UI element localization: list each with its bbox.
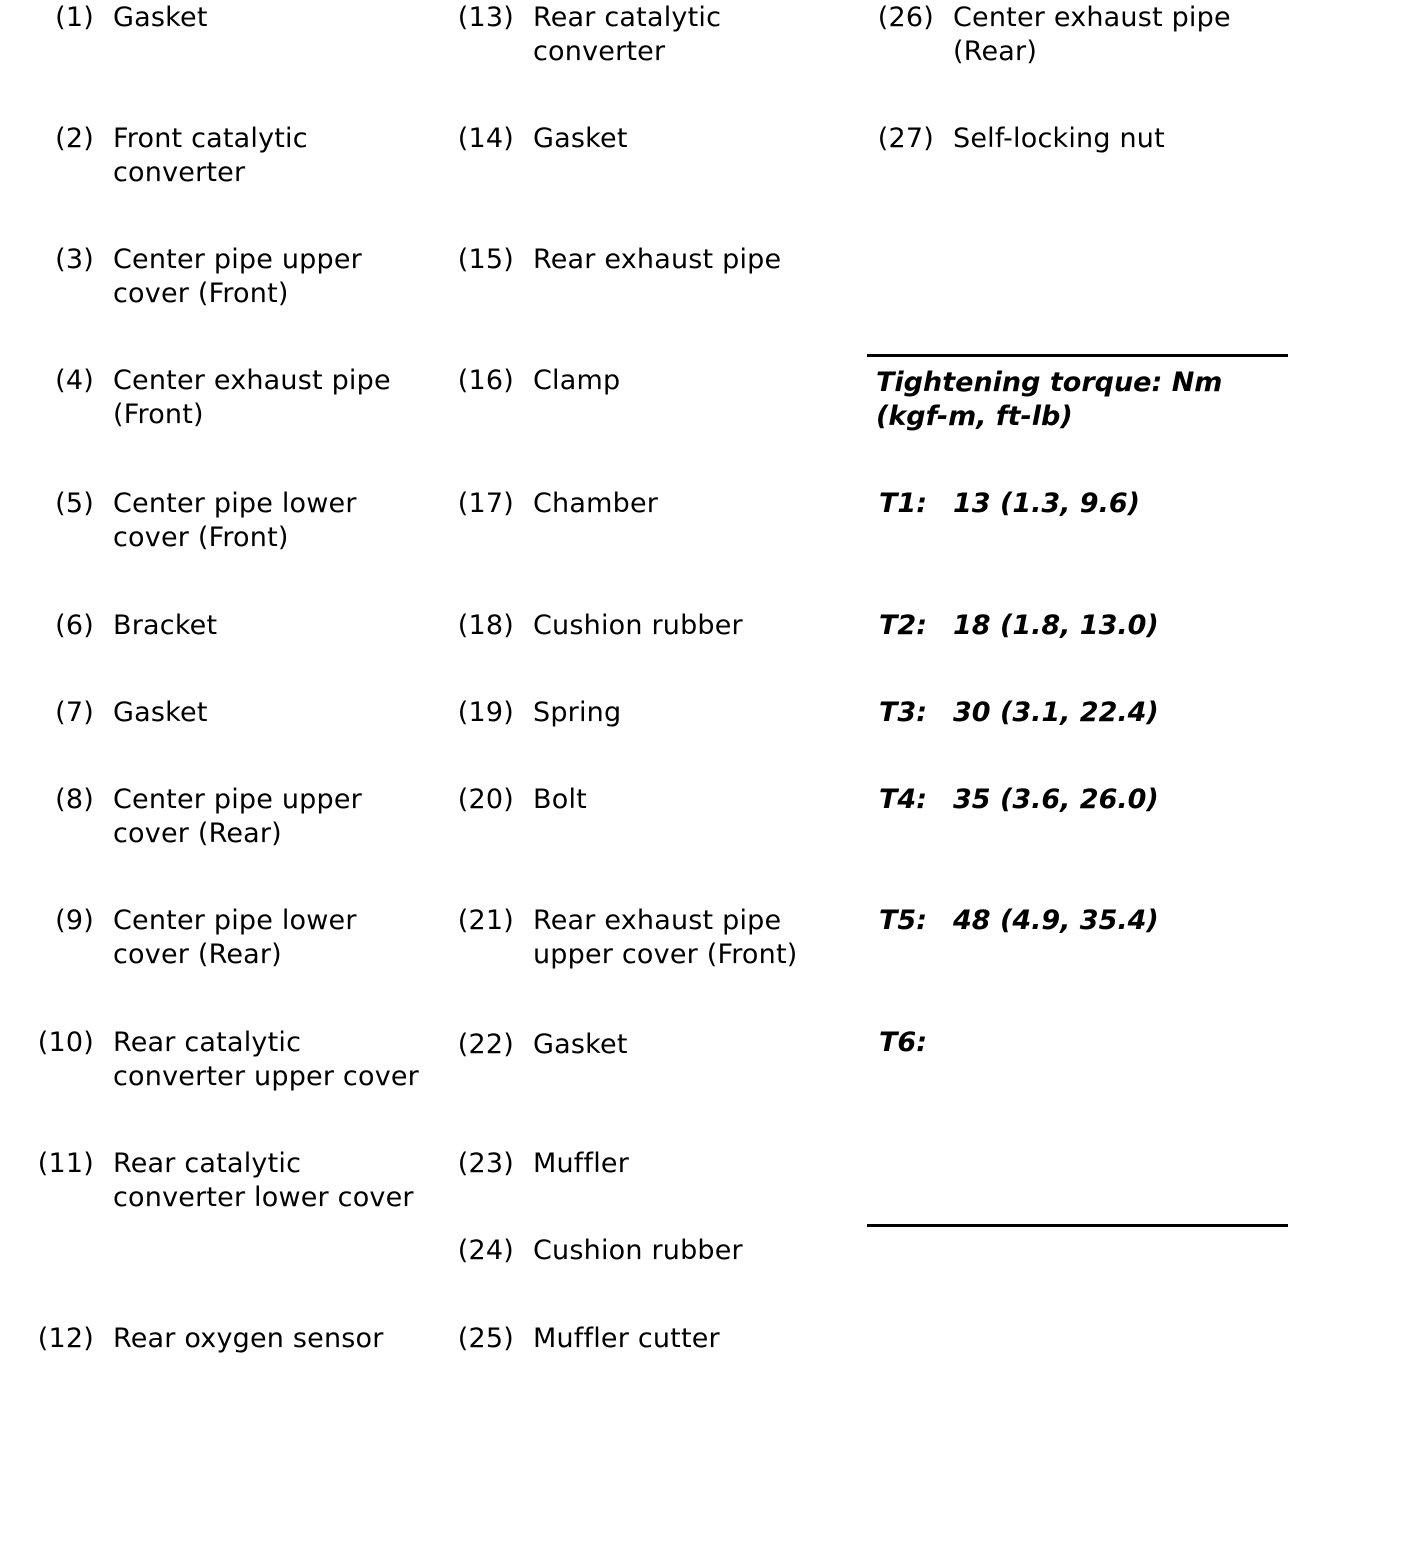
torque-label: T2: <box>879 610 928 641</box>
part-name: Gasket <box>533 123 628 154</box>
part-item <box>0 364 440 432</box>
part-item <box>420 696 840 730</box>
part-name: Chamber <box>533 488 659 519</box>
part-number: (18) <box>457 610 514 641</box>
part-item <box>420 487 840 521</box>
part-number: (23) <box>457 1148 514 1179</box>
torque-value: 13 (1.3, 9.6) <box>953 488 1140 519</box>
part-item <box>420 1 840 69</box>
part-item <box>0 783 440 851</box>
part-item <box>420 1028 840 1062</box>
part-name: Rear catalytic converter lower cover <box>113 1148 414 1213</box>
torque-label: T5: <box>879 905 928 936</box>
part-number: (21) <box>457 905 514 936</box>
part-number: (20) <box>457 784 514 815</box>
part-item <box>0 1 440 35</box>
part-item <box>0 1322 440 1356</box>
part-item <box>420 783 840 817</box>
part-item <box>420 1234 840 1268</box>
part-number: (13) <box>457 2 514 33</box>
torque-title: Tightening torque: Nm (kgf-m, ft-lb) <box>876 367 1223 432</box>
part-name: Clamp <box>533 365 621 396</box>
part-name: Center exhaust pipe (Front) <box>113 365 391 430</box>
part-item <box>420 609 840 643</box>
part-number: (16) <box>457 365 514 396</box>
part-item <box>420 364 840 398</box>
part-name: Center pipe lower cover (Rear) <box>113 905 357 970</box>
part-number: (22) <box>457 1029 514 1060</box>
torque-top-rule <box>867 354 1288 357</box>
torque-item <box>879 783 1159 817</box>
part-item <box>420 1147 840 1181</box>
part-number: (25) <box>457 1323 514 1354</box>
torque-item <box>879 487 1140 521</box>
torque-value: 30 (3.1, 22.4) <box>953 697 1159 728</box>
part-number: (9) <box>55 905 94 936</box>
torque-item <box>879 904 1159 938</box>
part-name: Gasket <box>533 1029 628 1060</box>
torque-value: 35 (3.6, 26.0) <box>953 784 1159 815</box>
torque-item <box>879 696 1159 730</box>
part-name: Gasket <box>113 2 208 33</box>
part-number: (8) <box>55 784 94 815</box>
part-number: (11) <box>37 1148 94 1179</box>
part-number: (19) <box>457 697 514 728</box>
part-item <box>840 122 1280 156</box>
part-name: Rear exhaust pipe upper cover (Front) <box>533 905 798 970</box>
part-number: (12) <box>37 1323 94 1354</box>
part-name: Self-locking nut <box>953 123 1165 154</box>
part-name: Front catalytic converter <box>113 123 308 188</box>
torque-bottom-rule <box>867 1224 1288 1227</box>
part-number: (4) <box>55 365 94 396</box>
part-item <box>0 609 440 643</box>
part-name: Muffler <box>533 1148 630 1179</box>
part-item <box>0 243 440 311</box>
torque-label: T3: <box>879 697 928 728</box>
part-number: (27) <box>877 123 934 154</box>
torque-label: T1: <box>879 488 928 519</box>
part-number: (14) <box>457 123 514 154</box>
part-item <box>0 904 440 972</box>
part-name: Muffler cutter <box>533 1323 720 1354</box>
part-number: (3) <box>55 244 94 275</box>
part-name: Rear catalytic converter upper cover <box>113 1027 419 1092</box>
torque-label: T4: <box>879 784 928 815</box>
part-name: Bolt <box>533 784 587 815</box>
part-name: Rear oxygen sensor <box>113 1323 384 1354</box>
part-number: (15) <box>457 244 514 275</box>
torque-value: 18 (1.8, 13.0) <box>953 610 1159 641</box>
part-number: (17) <box>457 488 514 519</box>
part-item <box>0 122 440 190</box>
part-number: (5) <box>55 488 94 519</box>
torque-item <box>879 1026 953 1060</box>
part-name: Spring <box>533 697 622 728</box>
part-item <box>420 904 840 972</box>
part-item <box>420 122 840 156</box>
part-number: (24) <box>457 1235 514 1266</box>
part-name: Cushion rubber <box>533 610 743 641</box>
part-number: (1) <box>55 2 94 33</box>
part-item <box>0 1026 440 1094</box>
part-number: (7) <box>55 697 94 728</box>
part-number: (2) <box>55 123 94 154</box>
part-item <box>0 487 440 555</box>
part-item <box>420 243 840 277</box>
torque-item <box>879 609 1159 643</box>
part-number: (26) <box>877 2 934 33</box>
part-item <box>840 1 1280 69</box>
torque-label: T6: <box>879 1027 928 1058</box>
part-name: Rear catalytic converter <box>533 2 722 67</box>
part-number: (10) <box>37 1027 94 1058</box>
part-name: Center pipe lower cover (Front) <box>113 488 357 553</box>
part-item <box>0 696 440 730</box>
part-name: Center exhaust pipe (Rear) <box>953 2 1231 67</box>
part-name: Bracket <box>113 610 218 641</box>
part-name: Rear exhaust pipe <box>533 244 782 275</box>
torque-value: 48 (4.9, 35.4) <box>953 905 1159 936</box>
part-number: (6) <box>55 610 94 641</box>
part-item <box>420 1322 840 1356</box>
part-name: Center pipe upper cover (Front) <box>113 244 362 309</box>
part-name: Gasket <box>113 697 208 728</box>
part-name: Center pipe upper cover (Rear) <box>113 784 362 849</box>
part-item <box>0 1147 440 1215</box>
part-name: Cushion rubber <box>533 1235 743 1266</box>
